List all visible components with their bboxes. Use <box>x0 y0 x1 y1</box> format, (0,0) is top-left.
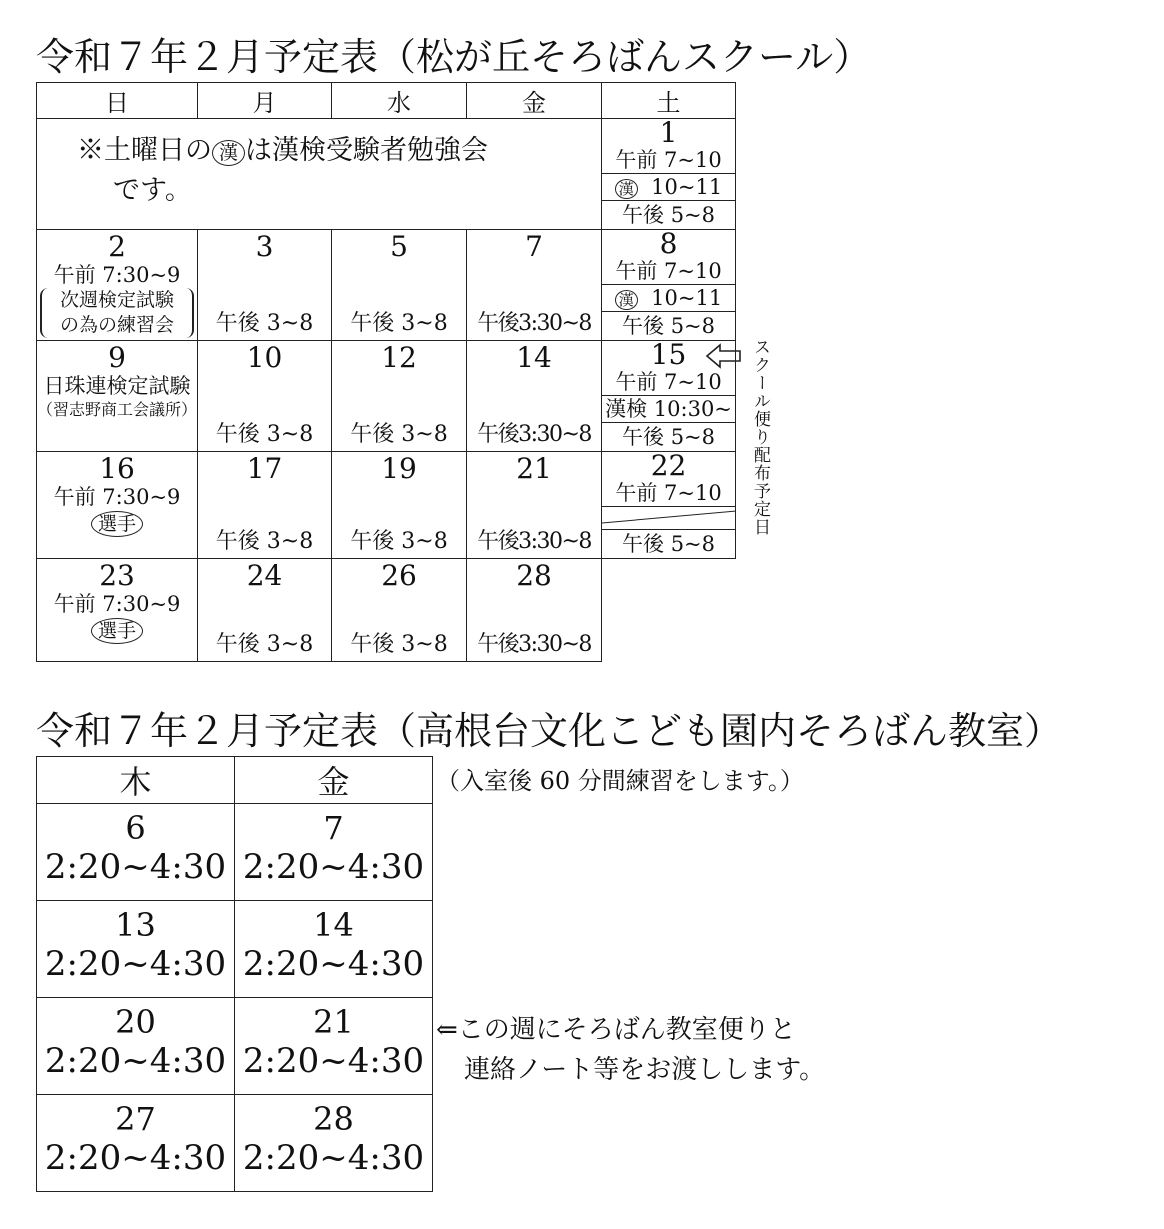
newsletter-handout-note <box>436 1010 825 1090</box>
day-number: 16 <box>99 452 135 485</box>
exam-venue: （習志野商工会議所） <box>37 400 198 419</box>
morning-time: 午前 7:30~9 <box>53 263 181 287</box>
class-time: 2:20~4:30 <box>242 944 425 984</box>
day-cell-fri-14 <box>467 341 602 452</box>
day-cell-wed-12 <box>332 341 467 452</box>
class-time: 2:20~4:30 <box>242 1041 425 1081</box>
day-cell-wed-26 <box>332 559 467 662</box>
kan-mark: 漢 <box>615 290 638 310</box>
exam-title: 日珠連検定試験 <box>43 374 191 398</box>
class-time: 2:20~4:30 <box>44 847 227 887</box>
note-text-2: は漢検受験者勉強会 <box>245 135 489 166</box>
kanken-time: 漢検 10:30~ <box>602 395 735 422</box>
day-cell-thu-6 <box>37 804 235 901</box>
afternoon-time: 午後3:30~8 <box>477 311 591 336</box>
afternoon-time: 午後 3~8 <box>350 632 448 657</box>
day-number: 7 <box>323 809 344 847</box>
morning-time: 午前 7~10 <box>615 148 722 172</box>
day-number: 9 <box>108 341 126 374</box>
day-number: 24 <box>246 559 283 592</box>
practice-note-line1: 次週検定試験 <box>59 289 174 311</box>
header-wednesday: 水 <box>332 83 467 119</box>
kan-mark: 漢 <box>212 140 245 166</box>
note-text-3: です。 <box>113 175 192 206</box>
kan-mark: 漢 <box>615 179 638 199</box>
day-number: 20 <box>115 1003 156 1041</box>
day-number: 7 <box>525 230 543 263</box>
day-number: 28 <box>516 559 552 592</box>
header-sunday: 日 <box>37 83 198 119</box>
day-cell-fri-14 <box>235 901 433 998</box>
newsletter-distribution-note: スクール便り配布予定日 <box>750 338 770 536</box>
schedule-table-school <box>36 82 736 662</box>
day-number: 3 <box>255 230 274 263</box>
header-saturday: 土 <box>602 83 736 119</box>
day-number: 23 <box>99 559 135 592</box>
class-time: 2:20~4:30 <box>242 847 425 887</box>
afternoon-time: 午後 3~8 <box>215 632 314 657</box>
day-number: 22 <box>650 449 687 482</box>
day-number: 15 <box>650 338 687 371</box>
day-cell-fri-28 <box>467 559 602 662</box>
day-cell-thu-27 <box>37 1095 235 1192</box>
practice-note <box>40 288 194 338</box>
handout-note-line1: ⇐この週にそろばん教室便りと <box>436 1015 796 1045</box>
header-thursday: 木 <box>37 757 235 804</box>
class-time: 2:20~4:30 <box>44 1041 227 1081</box>
header-friday: 金 <box>467 83 602 119</box>
practice-note-line2: の為の練習会 <box>59 314 174 336</box>
day-cell-fri-28 <box>235 1095 433 1192</box>
day-number: 27 <box>115 1100 156 1138</box>
day-number: 21 <box>313 1003 354 1041</box>
day-number: 26 <box>381 559 417 592</box>
afternoon-time: 午後 5~8 <box>602 200 735 229</box>
header-monday: 月 <box>198 83 332 119</box>
day-cell-wed-19 <box>332 452 467 559</box>
athlete-mark: 選手 <box>91 511 143 537</box>
day-cell-fri-21 <box>467 452 602 559</box>
day-cell-mon-17 <box>198 452 332 559</box>
afternoon-time: 午後 5~8 <box>602 422 735 451</box>
day-cell-sat-1 <box>602 116 736 230</box>
day-cell-mon-10 <box>198 341 332 452</box>
kanken-time: 10~11 <box>651 286 723 310</box>
day-cell-sun-16 <box>37 452 198 559</box>
day-cell-sat-22 <box>602 449 736 559</box>
morning-time: 午前 7:30~9 <box>53 485 181 509</box>
empty-cell <box>602 559 736 662</box>
day-cell-fri-7 <box>235 804 433 901</box>
day-number: 12 <box>381 341 417 374</box>
morning-time: 午前 7:30~9 <box>53 592 181 616</box>
class-time: 2:20~4:30 <box>242 1138 425 1178</box>
day-number: 21 <box>516 452 552 485</box>
afternoon-time: 午後 3~8 <box>350 529 448 554</box>
day-number: 5 <box>390 230 408 263</box>
afternoon-time: 午後 5~8 <box>602 311 735 340</box>
day-number: 1 <box>659 116 678 149</box>
day-cell-thu-20 <box>37 998 235 1095</box>
day-number: 14 <box>313 906 354 944</box>
note-cell <box>37 119 602 230</box>
day-number: 8 <box>659 227 678 260</box>
day-cell-sun-2 <box>37 230 198 341</box>
day-cell-fri-7 <box>467 230 602 341</box>
note-text-1: ※土曜日の <box>77 135 212 166</box>
afternoon-time: 午後 3~8 <box>215 311 314 336</box>
left-arrow-icon <box>706 343 742 369</box>
athlete-mark: 選手 <box>91 618 143 644</box>
page-title-school: 令和７年２月予定表（松が丘そろばんスクール） <box>36 35 872 79</box>
day-number: 13 <box>115 906 156 944</box>
afternoon-time: 午後3:30~8 <box>477 529 591 554</box>
header-friday: 金 <box>235 757 433 804</box>
day-number: 17 <box>246 452 283 485</box>
day-number: 19 <box>381 452 417 485</box>
schedule-table-classroom <box>36 756 433 1192</box>
day-cell-wed-5 <box>332 230 467 341</box>
day-number: 2 <box>108 230 126 263</box>
slash-line <box>602 507 735 529</box>
day-cell-thu-13 <box>37 901 235 998</box>
day-cell-mon-3 <box>198 230 332 341</box>
practice-duration-note: （入室後 60 分間練習をします。） <box>436 767 804 795</box>
day-number: 10 <box>246 341 283 374</box>
day-cell-sun-23 <box>37 559 198 662</box>
morning-time: 午前 7~10 <box>615 370 722 394</box>
afternoon-time: 午後 3~8 <box>350 422 448 447</box>
class-time: 2:20~4:30 <box>44 944 227 984</box>
afternoon-time: 午後 3~8 <box>215 529 314 554</box>
no-kanken-slot <box>602 506 735 529</box>
day-number: 28 <box>313 1100 354 1138</box>
afternoon-time: 午後3:30~8 <box>477 422 591 447</box>
day-cell-sun-9 <box>37 341 198 452</box>
class-time: 2:20~4:30 <box>44 1138 227 1178</box>
afternoon-time: 午後 3~8 <box>350 311 448 336</box>
kanken-time: 10~11 <box>651 175 723 199</box>
handout-note-line2: 連絡ノート等をお渡しします。 <box>464 1055 826 1085</box>
page-title-classroom: 令和７年２月予定表（高根台文化こども園内そろばん教室） <box>36 709 1063 753</box>
morning-time: 午前 7~10 <box>615 481 722 505</box>
day-cell-mon-24 <box>198 559 332 662</box>
afternoon-time: 午後 3~8 <box>215 422 314 447</box>
day-number: 6 <box>125 809 146 847</box>
kanken-note <box>77 131 488 211</box>
morning-time: 午前 7~10 <box>615 259 722 283</box>
day-cell-sat-8 <box>602 227 736 341</box>
day-cell-fri-21 <box>235 998 433 1095</box>
day-number: 14 <box>516 341 552 374</box>
afternoon-time: 午後3:30~8 <box>477 632 591 657</box>
afternoon-time: 午後 5~8 <box>602 529 735 558</box>
